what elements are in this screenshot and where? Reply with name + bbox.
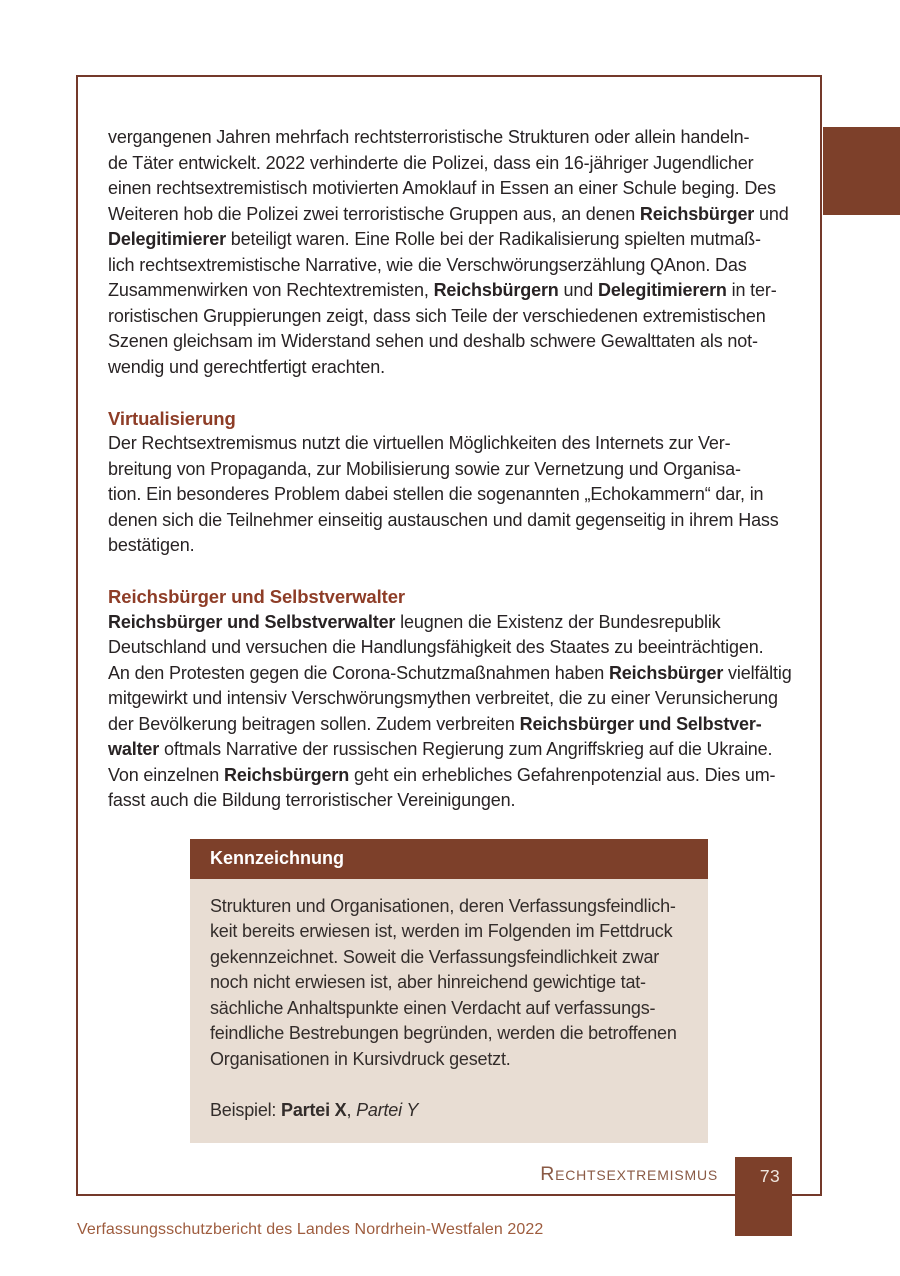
- text-segment: Reichsbürgern: [433, 280, 559, 300]
- text-segment: mitgewirkt und intensiv Verschwörungsmythen verbreitet, die zu einer Verunsicherung: [108, 688, 778, 708]
- text-segment: Reichsbürger und Selbstver-: [519, 713, 762, 734]
- text-line: [108, 304, 798, 330]
- text-segment: Deutschland und versuchen die Handlungsfähigkeit des Staates zu beeinträchtigen.: [108, 637, 764, 657]
- section-body-virtualisierung: [108, 431, 798, 559]
- text-segment: und: [558, 280, 598, 300]
- text-segment: Zusammenwirken von Rechtextremisten,: [108, 280, 434, 300]
- text-segment: feindliche Bestrebungen begründen, werden die betroffenen: [210, 1023, 677, 1043]
- text-segment: geht ein erhebliches Gefahrenpotenzial aus. Dies um-: [349, 764, 776, 785]
- callout-body: [190, 879, 708, 1144]
- section-heading-reichsbuerger: Reichsbürger und Selbstverwalter: [108, 586, 406, 607]
- text-line: [108, 788, 798, 814]
- text-segment: Szenen gleichsam im Widerstand sehen und deshalb schwere Gewalttaten als not-: [108, 331, 758, 351]
- section-body-reichsbuerger: [108, 610, 798, 814]
- text-segment: vielfältig: [723, 662, 792, 683]
- text-line: [108, 482, 798, 508]
- text-line: [108, 227, 798, 253]
- text-line: [108, 202, 798, 228]
- text-segment: Partei Y: [356, 1099, 419, 1120]
- text-segment: gekennzeichnet. Soweit die Verfassungsfeindlichkeit zwar: [210, 946, 660, 967]
- intro-paragraph: [108, 125, 798, 380]
- section-reichsbuerger: [108, 584, 798, 814]
- text-segment: der Bevölkerung beitragen sollen. Zudem verbreiten: [108, 713, 520, 734]
- text-line: [108, 737, 798, 763]
- text-line: [210, 996, 688, 1022]
- text-line: [210, 945, 688, 971]
- text-segment: Delegitimierer: [108, 229, 226, 249]
- text-segment: Strukturen und Organisationen, deren Verfassungsfeindlich-: [210, 895, 676, 916]
- text-line: [210, 894, 688, 920]
- text-segment: roristischen Gruppierungen zeigt, dass sich Teile der verschiedenen extremistischen: [108, 305, 766, 326]
- text-segment: vergangenen Jahren mehrfach rechtsterroristische Strukturen oder allein handeln-: [108, 127, 750, 147]
- text-segment: bestätigen.: [108, 535, 195, 555]
- text-segment: de Täter entwickelt. 2022 verhinderte die Polizei, dass ein 16-jähriger Jugendlicher: [108, 152, 754, 173]
- text-segment: keit bereits erwiesen ist, werden im Folgenden im Fettdruck: [210, 921, 673, 941]
- text-segment: Delegitimierern: [597, 280, 727, 300]
- text-line: [108, 253, 798, 279]
- text-line: [108, 661, 798, 687]
- text-line: [108, 686, 798, 712]
- text-segment: An den Protesten gegen die Corona-Schutzmaßnahmen haben: [108, 662, 609, 683]
- text-segment: denen sich die Teilnehmer einseitig austauschen und damit gegenseitig in ihrem Hass: [108, 509, 779, 530]
- text-line: [108, 712, 798, 738]
- text-line: [108, 176, 798, 202]
- chapter-edge-tab: [823, 127, 900, 215]
- text-segment: fasst auch die Bildung terroristischer Vereinigungen.: [108, 790, 516, 810]
- text-line: [108, 508, 798, 534]
- text-line: [108, 431, 798, 457]
- text-segment: Der Rechtsextremismus nutzt die virtuellen Möglichkeiten des Internets zur Ver-: [108, 433, 731, 453]
- text-line: [108, 610, 798, 636]
- text-line: [210, 919, 688, 945]
- text-segment: Reichsbürger: [639, 203, 755, 224]
- text-segment: Reichsbürger und Selbstverwalter: [108, 611, 396, 632]
- callout-box-kennzeichnung: [190, 839, 708, 1144]
- running-header: Rechtsextremismus: [540, 1163, 718, 1185]
- page-number-box: [735, 1157, 792, 1236]
- text-segment: Weiteren hob die Polizei zwei terroristische Gruppen aus, an denen: [108, 203, 640, 224]
- callout-title: Kennzeichnung: [210, 848, 344, 868]
- publication-footer-line: Verfassungsschutzbericht des Landes Nordrhein-Westfalen 2022: [77, 1221, 544, 1238]
- callout-title-bar: [190, 839, 708, 879]
- text-segment: leugnen die Existenz der Bundesrepublik: [395, 611, 721, 632]
- section-virtualisierung: [108, 406, 798, 559]
- text-segment: in ter-: [726, 280, 777, 300]
- callout-text: [210, 894, 688, 1073]
- text-segment: Beispiel:: [210, 1099, 282, 1120]
- text-line: [108, 151, 798, 177]
- text-segment: noch nicht erwiesen ist, aber hinreichend gewichtige tat-: [210, 972, 646, 992]
- page-content: [108, 125, 798, 1143]
- text-line: [108, 125, 798, 151]
- text-segment: sächliche Anhaltspunkte einen Verdacht auf verfassungs-: [210, 997, 656, 1018]
- text-line: [108, 329, 798, 355]
- text-line: [210, 1047, 688, 1073]
- text-line: [210, 970, 688, 996]
- text-segment: breitung von Propaganda, zur Mobilisierung sowie zur Vernetzung und Organisa-: [108, 458, 741, 479]
- text-line: [108, 355, 798, 381]
- text-segment: Von einzelnen: [108, 764, 224, 785]
- callout-example: [210, 1098, 688, 1124]
- text-line: [108, 457, 798, 483]
- text-segment: Organisationen in Kursivdruck gesetzt.: [210, 1048, 511, 1069]
- text-segment: lich rechtsextremistische Narrative, wie die Verschwörungserzählung QAnon. Das: [108, 254, 747, 275]
- text-segment: wendig und gerechtfertigt erachten.: [108, 356, 385, 377]
- text-line: [210, 1021, 688, 1047]
- text-segment: Reichsbürgern: [224, 764, 350, 785]
- text-line: [108, 635, 798, 661]
- text-segment: ,: [346, 1099, 357, 1120]
- section-heading-virtualisierung: Virtualisierung: [108, 407, 236, 429]
- text-line: [108, 763, 798, 789]
- text-segment: walter: [108, 739, 160, 759]
- text-segment: oftmals Narrative der russischen Regierung zum Angriffskrieg auf die Ukraine.: [159, 739, 773, 759]
- text-segment: tion. Ein besonderes Problem dabei stellen die sogenannten „Echokammern“ dar, in: [108, 484, 764, 504]
- text-segment: Partei X: [281, 1099, 347, 1120]
- text-segment: und: [754, 203, 789, 224]
- page-number: 73: [759, 1166, 780, 1186]
- text-line: [108, 533, 798, 559]
- text-line: [108, 278, 798, 304]
- text-segment: einen rechtsextremistisch motivierten Amoklauf in Essen an einer Schule beging. Des: [108, 178, 776, 198]
- text-segment: beteiligt waren. Eine Rolle bei der Radikalisierung spielten mutmaß-: [225, 229, 761, 249]
- text-segment: Reichsbürger: [608, 662, 724, 683]
